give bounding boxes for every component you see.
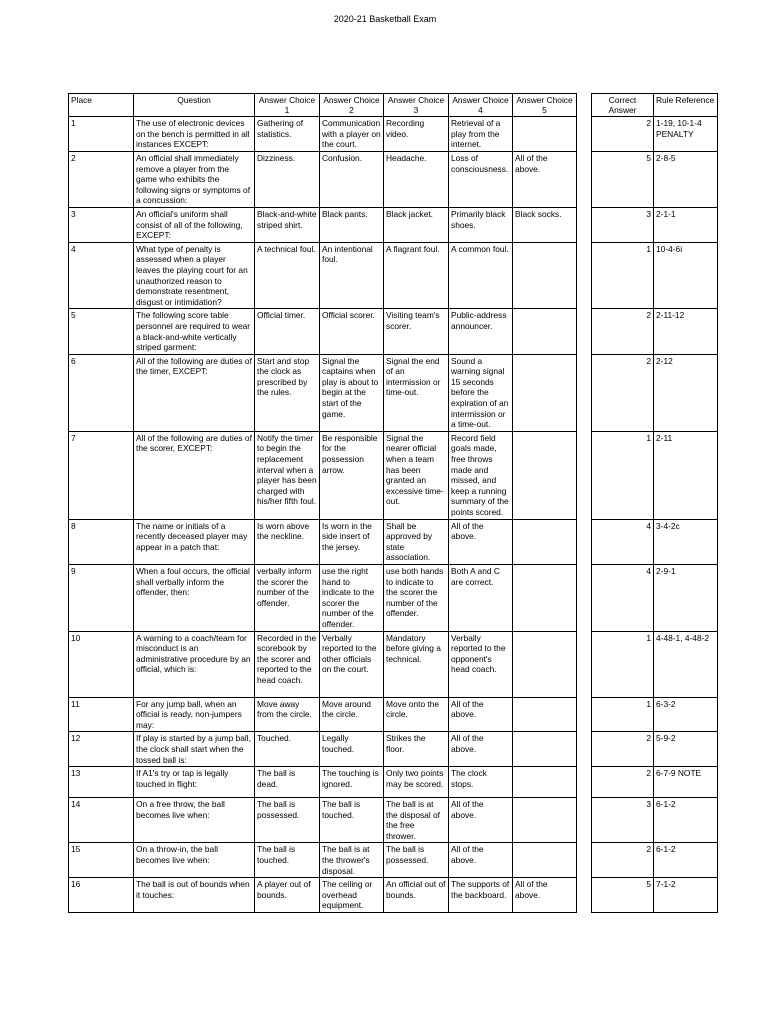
correct-answer-cell: 2	[592, 117, 654, 152]
question-cell: All of the following are duties of the timer, EXCEPT:	[134, 354, 255, 431]
choice-1-cell: verbally inform the scorer the number of the offender.	[255, 564, 320, 631]
place-cell: 9	[69, 564, 134, 631]
choice-4-cell: Sound a warning signal 15 seconds before the expiration of an intermission or a time-out.	[449, 354, 513, 431]
rule-reference-cell: 2-1-1	[654, 207, 718, 242]
choice-2-cell: Verbally reported to the other officials on the court.	[320, 631, 384, 697]
table-row	[69, 697, 718, 732]
choice-1-cell: Official timer.	[255, 309, 320, 354]
spacer-cell	[577, 207, 592, 242]
question-cell: An official's uniform shall consist of all of the following, EXCEPT:	[134, 207, 255, 242]
place-cell: 7	[69, 431, 134, 519]
choice-4-cell: All of the above.	[449, 697, 513, 732]
question-cell: All of the following are duties of the scorer, EXCEPT:	[134, 431, 255, 519]
correct-answer-cell: 2	[592, 732, 654, 767]
choice-3-cell: Signal the nearer official when a team has been granted an excessive time-out.	[384, 431, 449, 519]
choice-4-cell: All of the above.	[449, 843, 513, 878]
table-row	[69, 519, 718, 564]
choice-1-cell: The ball is dead.	[255, 767, 320, 798]
choice-4-cell: Primarily black shoes.	[449, 207, 513, 242]
place-cell: 3	[69, 207, 134, 242]
rule-reference-cell: 6-7-9 NOTE	[654, 767, 718, 798]
correct-answer-cell: 2	[592, 767, 654, 798]
choice-2-cell: Is worn in the side insert of the jersey.	[320, 519, 384, 564]
choice-1-cell: The ball is touched.	[255, 843, 320, 878]
rule-reference-cell: 3-4-2c	[654, 519, 718, 564]
spacer-cell	[577, 354, 592, 431]
table-row	[69, 798, 718, 843]
choice-2-cell: The ceiling or overhead equipment.	[320, 878, 384, 913]
question-cell: The name or initials of a recently deceased player may appear in a patch that:	[134, 519, 255, 564]
rule-reference-cell: 2-12	[654, 354, 718, 431]
choice-1-cell: Notify the timer to begin the replacement interval when a player has been charged with his/her fifth foul.	[255, 431, 320, 519]
place-cell: 11	[69, 697, 134, 732]
choice-5-cell	[513, 631, 577, 697]
choice-4-header: Answer Choice 4	[449, 94, 513, 117]
spacer-header	[577, 94, 592, 117]
correct-answer-cell: 5	[592, 878, 654, 913]
question-cell: For any jump ball, when an official is ready, non-jumpers may:	[134, 697, 255, 732]
place-cell: 8	[69, 519, 134, 564]
spacer-cell	[577, 697, 592, 732]
choice-2-header: Answer Choice 2	[320, 94, 384, 117]
place-cell: 10	[69, 631, 134, 697]
choice-4-cell: The supports of the backboard.	[449, 878, 513, 913]
choice-4-cell: Verbally reported to the opponent's head coach.	[449, 631, 513, 697]
rule-reference-cell: 2-9-1	[654, 564, 718, 631]
question-cell: If play is started by a jump ball, the clock shall start when the tossed ball is:	[134, 732, 255, 767]
choice-3-cell: Strikes the floor.	[384, 732, 449, 767]
choice-2-cell: Confusion.	[320, 152, 384, 208]
table-row	[69, 564, 718, 631]
table-row	[69, 767, 718, 798]
choice-1-cell: Black-and-white striped shirt.	[255, 207, 320, 242]
choice-2-cell: Communication with a player on the court.	[320, 117, 384, 152]
spacer-cell	[577, 117, 592, 152]
table-row	[69, 631, 718, 697]
correct-answer-cell: 1	[592, 431, 654, 519]
choice-2-cell: Black pants.	[320, 207, 384, 242]
choice-3-cell: Move onto the circle.	[384, 697, 449, 732]
place-cell: 5	[69, 309, 134, 354]
choice-3-cell: Mandatory before giving a technical.	[384, 631, 449, 697]
spacer-cell	[577, 798, 592, 843]
choice-5-cell	[513, 767, 577, 798]
correct-answer-cell: 1	[592, 697, 654, 732]
choice-2-cell: Signal the captains when play is about to begin at the start of the game.	[320, 354, 384, 431]
choice-3-cell: Only two points may be scored.	[384, 767, 449, 798]
correct-answer-cell: 1	[592, 631, 654, 697]
choice-3-header: Answer Choice 3	[384, 94, 449, 117]
correct-answer-cell: 4	[592, 564, 654, 631]
choice-2-cell: An intentional foul.	[320, 242, 384, 309]
choice-5-cell: Black socks.	[513, 207, 577, 242]
rule-reference-cell: 2-11-12	[654, 309, 718, 354]
table-row	[69, 431, 718, 519]
choice-4-cell: Loss of consciousness.	[449, 152, 513, 208]
place-header: Place	[69, 94, 134, 117]
choice-4-cell: A common foul.	[449, 242, 513, 309]
choice-1-cell: Is worn above the neckline.	[255, 519, 320, 564]
choice-1-cell: Recorded in the scorebook by the scorer and reported to the head coach.	[255, 631, 320, 697]
place-cell: 14	[69, 798, 134, 843]
choice-4-cell: All of the above.	[449, 732, 513, 767]
question-cell: The ball is out of bounds when it touches:	[134, 878, 255, 913]
question-cell: On a free throw, the ball becomes live when:	[134, 798, 255, 843]
choice-1-cell: Gathering of statistics.	[255, 117, 320, 152]
question-cell: The use of electronic devices on the bench is permitted in all instances EXCEPT:	[134, 117, 255, 152]
choice-1-cell: Touched.	[255, 732, 320, 767]
table-row	[69, 152, 718, 208]
place-cell: 16	[69, 878, 134, 913]
choice-5-cell: All of the above.	[513, 152, 577, 208]
spacer-cell	[577, 564, 592, 631]
exam-table	[68, 93, 718, 913]
choice-1-cell: Dizziness.	[255, 152, 320, 208]
table-row	[69, 242, 718, 309]
place-cell: 2	[69, 152, 134, 208]
spacer-cell	[577, 431, 592, 519]
table-row	[69, 843, 718, 878]
choice-3-cell: Black jacket.	[384, 207, 449, 242]
choice-5-cell	[513, 843, 577, 878]
correct-answer-cell: 2	[592, 843, 654, 878]
page-title: 2020-21 Basketball Exam	[333, 14, 437, 24]
spacer-cell	[577, 732, 592, 767]
question-cell: What type of penalty is assessed when a player leaves the playing court for an unauthorized reason to demonstrate resentment, disgust or intimidation?	[134, 242, 255, 309]
choice-2-cell: use the right hand to indicate to the scorer the number of the offender.	[320, 564, 384, 631]
choice-1-header: Answer Choice 1	[255, 94, 320, 117]
spacer-cell	[577, 631, 592, 697]
table-row	[69, 309, 718, 354]
choice-5-cell	[513, 564, 577, 631]
choice-5-cell	[513, 117, 577, 152]
choice-3-cell: Signal the end of an intermission or time-out.	[384, 354, 449, 431]
choice-2-cell: Move around the circle.	[320, 697, 384, 732]
correct-answer-header: Correct Answer	[592, 94, 654, 117]
choice-3-cell: Shall be approved by state association.	[384, 519, 449, 564]
choice-3-cell: A flagrant foul.	[384, 242, 449, 309]
rule-reference-cell: 1-19, 10-1-4 PENALTY	[654, 117, 718, 152]
spacer-cell	[577, 519, 592, 564]
choice-4-cell: All of the above.	[449, 519, 513, 564]
spacer-cell	[577, 767, 592, 798]
choice-1-cell: A technical foul.	[255, 242, 320, 309]
choice-5-cell: All of the above.	[513, 878, 577, 913]
spacer-cell	[577, 843, 592, 878]
rule-reference-cell: 6-3-2	[654, 697, 718, 732]
place-cell: 13	[69, 767, 134, 798]
choice-3-cell: Headache.	[384, 152, 449, 208]
choice-2-cell: Official scorer.	[320, 309, 384, 354]
correct-answer-cell: 3	[592, 207, 654, 242]
place-cell: 4	[69, 242, 134, 309]
choice-4-cell: Retrieval of a play from the internet.	[449, 117, 513, 152]
choice-2-cell: Legally touched.	[320, 732, 384, 767]
choice-3-cell: The ball is at the disposal of the free thrower.	[384, 798, 449, 843]
question-cell: When a foul occurs, the official shall verbally inform the offender, then:	[134, 564, 255, 631]
question-cell: On a throw-in, the ball becomes live when:	[134, 843, 255, 878]
choice-5-cell	[513, 242, 577, 309]
rule-reference-cell: 6-1-2	[654, 798, 718, 843]
correct-answer-cell: 1	[592, 242, 654, 309]
choice-5-cell	[513, 732, 577, 767]
choice-4-cell: Public-address announcer.	[449, 309, 513, 354]
correct-answer-cell: 2	[592, 309, 654, 354]
choice-2-cell: The touching is ignored.	[320, 767, 384, 798]
spacer-cell	[577, 242, 592, 309]
choice-4-cell: The clock stops.	[449, 767, 513, 798]
spacer-cell	[577, 309, 592, 354]
header-row	[69, 94, 718, 117]
table-row	[69, 354, 718, 431]
table-row	[69, 732, 718, 767]
table-row	[69, 878, 718, 913]
table-row	[69, 117, 718, 152]
rule-reference-cell: 4-48-1, 4-48-2	[654, 631, 718, 697]
rule-reference-cell: 2-11	[654, 431, 718, 519]
place-cell: 12	[69, 732, 134, 767]
choice-1-cell: A player out of bounds.	[255, 878, 320, 913]
choice-3-cell: Visiting team's scorer.	[384, 309, 449, 354]
question-header: Question	[134, 94, 255, 117]
spacer-cell	[577, 152, 592, 208]
choice-5-cell	[513, 697, 577, 732]
choice-5-header: Answer Choice 5	[513, 94, 577, 117]
choice-3-cell: Recording video.	[384, 117, 449, 152]
choice-5-cell	[513, 431, 577, 519]
choice-2-cell: The ball is at the thrower's disposal.	[320, 843, 384, 878]
choice-4-cell: Both A and C are correct.	[449, 564, 513, 631]
choice-1-cell: The ball is possessed.	[255, 798, 320, 843]
rule-reference-cell: 7-1-2	[654, 878, 718, 913]
question-cell: If A1's try or tap is legally touched in flight:	[134, 767, 255, 798]
choice-5-cell	[513, 309, 577, 354]
choice-2-cell: The ball is touched.	[320, 798, 384, 843]
correct-answer-cell: 2	[592, 354, 654, 431]
choice-5-cell	[513, 354, 577, 431]
rule-reference-header: Rule Reference	[654, 94, 718, 117]
spacer-cell	[577, 878, 592, 913]
correct-answer-cell: 4	[592, 519, 654, 564]
question-cell: An official shall immediately remove a player from the game who exhibits the following signs or symptoms of a concussion:	[134, 152, 255, 208]
choice-4-cell: Record field goals made, free throws made and missed, and keep a running summary of the points scored.	[449, 431, 513, 519]
choice-2-cell: Be responsible for the possession arrow.	[320, 431, 384, 519]
correct-answer-cell: 3	[592, 798, 654, 843]
place-cell: 1	[69, 117, 134, 152]
table-row	[69, 207, 718, 242]
choice-5-cell	[513, 798, 577, 843]
choice-4-cell: All of the above.	[449, 798, 513, 843]
choice-3-cell: An official out of bounds.	[384, 878, 449, 913]
correct-answer-cell: 5	[592, 152, 654, 208]
choice-1-cell: Start and stop the clock as prescribed by the rules.	[255, 354, 320, 431]
rule-reference-cell: 6-1-2	[654, 843, 718, 878]
choice-3-cell: The ball is possessed.	[384, 843, 449, 878]
place-cell: 6	[69, 354, 134, 431]
place-cell: 15	[69, 843, 134, 878]
question-cell: The following score table personnel are required to wear a black-and-white vertically striped garment:	[134, 309, 255, 354]
rule-reference-cell: 10-4-6i	[654, 242, 718, 309]
choice-5-cell	[513, 519, 577, 564]
rule-reference-cell: 2-8-5	[654, 152, 718, 208]
choice-3-cell: use both hands to indicate to the scorer the number of the offender.	[384, 564, 449, 631]
rule-reference-cell: 5-9-2	[654, 732, 718, 767]
choice-1-cell: Move away from the circle.	[255, 697, 320, 732]
question-cell: A warning to a coach/team for misconduct is an administrative procedure by an official, which is:	[134, 631, 255, 697]
